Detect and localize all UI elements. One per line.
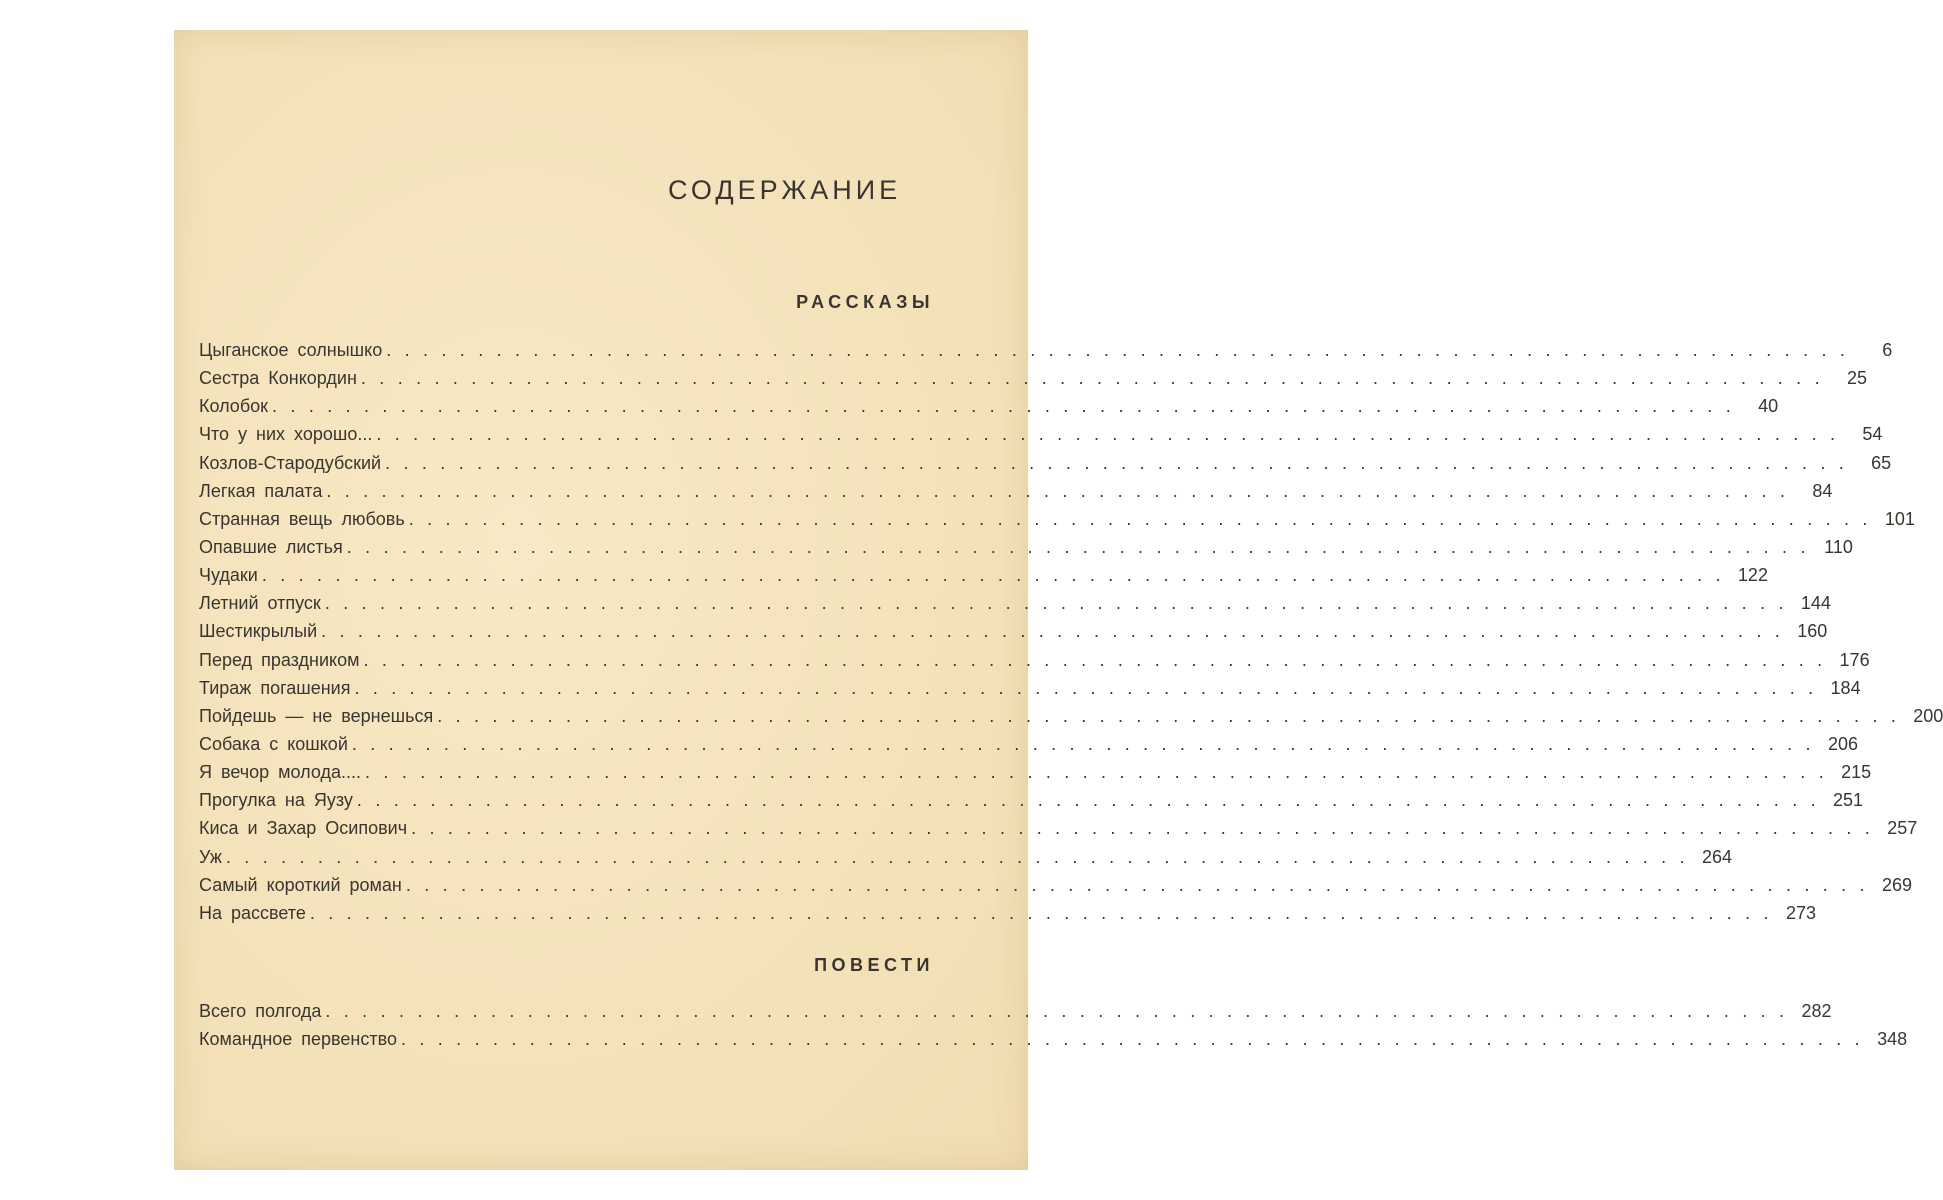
toc-entry xyxy=(199,340,1893,368)
toc-entry-page-number: 273 xyxy=(1785,902,1816,923)
toc-entry-page-number: 215 xyxy=(1841,762,1872,783)
toc-entry-title: Легкая палата xyxy=(199,480,323,501)
toc-entry-title: Чудаки xyxy=(199,565,258,586)
dot-leader: ................................................................................ xyxy=(385,452,1858,473)
dot-leader: ................................................................................ xyxy=(225,846,1698,867)
dot-leader: ................................................................................ xyxy=(411,818,1884,839)
dot-leader: ................................................................................ xyxy=(261,565,1734,586)
toc-entry xyxy=(199,621,1828,649)
dot-leader: ................................................................................ xyxy=(326,480,1799,501)
toc-entry xyxy=(199,536,1853,565)
toc-entry-title: Киса и Захар Осипович xyxy=(199,818,408,839)
toc-entry xyxy=(199,565,1768,593)
toc-entry-page-number: 160 xyxy=(1797,621,1828,642)
toc-entry-page-number: 144 xyxy=(1800,593,1831,614)
toc-entry xyxy=(199,874,1912,903)
toc-entry xyxy=(199,818,1918,846)
toc-entry xyxy=(199,424,1883,452)
toc-entry xyxy=(199,396,1779,424)
page-title: СОДЕРЖАНИЕ xyxy=(668,175,902,205)
toc-entry-title: Собака с кошкой xyxy=(199,733,348,754)
toc-entry-page-number: 184 xyxy=(1830,677,1861,698)
toc-entry-title: На рассвете xyxy=(199,902,306,923)
dot-leader: ................................................................................ xyxy=(365,762,1838,783)
toc-entry xyxy=(199,1001,1832,1029)
toc-entry-page-number: 110 xyxy=(1824,536,1853,557)
toc-entry-title: Цыганское солнышко xyxy=(199,340,383,360)
toc-entry-title: Пойдешь — не вернешься xyxy=(199,705,434,726)
section-heading-stories: РАССКАЗЫ xyxy=(796,292,934,312)
dot-leader: ................................................................................ xyxy=(363,649,1836,670)
toc-entry-title: Всего полгода xyxy=(199,1001,322,1021)
toc-entry xyxy=(199,705,1943,734)
toc-entry-title: Опавшие листья xyxy=(199,536,343,557)
toc-entry-page-number: 251 xyxy=(1833,790,1864,811)
dot-leader: ................................................................................ xyxy=(272,396,1745,417)
toc-entry xyxy=(199,649,1870,678)
toc-entry-page-number: 101 xyxy=(1884,508,1915,529)
dot-leader: ................................................................................ xyxy=(376,424,1849,445)
toc-entry-title: Козлов-Стародубский xyxy=(199,452,382,473)
toc-entry-page-number: 65 xyxy=(1871,452,1892,473)
toc-list-novellas xyxy=(199,1001,1908,1057)
toc-entry-page-number: 200 xyxy=(1913,705,1943,726)
toc-entry-page-number: 348 xyxy=(1877,1029,1908,1050)
toc-entry-page-number: 176 xyxy=(1839,649,1870,670)
dot-leader: ................................................................................ xyxy=(346,536,1819,557)
toc-entry-title: Прогулка на Яузу xyxy=(199,790,353,811)
toc-entry-page-number: 25 xyxy=(1846,368,1867,389)
toc-entry-page-number: 6 xyxy=(1882,340,1893,360)
toc-entry xyxy=(199,1029,1908,1057)
toc-entry-title: Шестикрылый xyxy=(199,621,318,642)
toc-entry xyxy=(199,508,1915,537)
toc-entry-title: Тираж погашения xyxy=(199,677,351,698)
toc-entry-page-number: 40 xyxy=(1758,396,1779,417)
section-heading-novellas: ПОВЕСТИ xyxy=(814,955,934,975)
dot-leader: ................................................................................ xyxy=(351,733,1824,754)
dot-leader: ................................................................................ xyxy=(354,677,1827,698)
toc-entry-title: Перед праздником xyxy=(199,649,360,670)
toc-entry-title: Летний отпуск xyxy=(199,593,321,614)
toc-entry xyxy=(199,790,1864,818)
toc-entry-page-number: 122 xyxy=(1737,565,1768,586)
dot-leader: ................................................................................ xyxy=(386,340,1859,360)
toc-entry-page-number: 264 xyxy=(1701,846,1733,867)
toc-entry-title: Сестра Конкордин xyxy=(199,368,357,389)
toc-entry xyxy=(199,846,1733,875)
toc-entry-title: Странная вещь любовь xyxy=(199,508,405,529)
toc-entry xyxy=(199,902,1816,931)
toc-entry xyxy=(199,677,1861,706)
dot-leader: ................................................................................ xyxy=(437,705,1910,726)
toc-entry-page-number: 54 xyxy=(1862,424,1883,445)
dot-leader: ................................................................................ xyxy=(360,368,1833,389)
toc-entry-title: Самый короткий роман xyxy=(199,874,402,895)
dot-leader: ................................................................................ xyxy=(405,874,1878,895)
toc-entry xyxy=(199,762,1872,790)
dot-leader: ................................................................................ xyxy=(309,902,1782,923)
toc-entry-title: Командное первенство xyxy=(199,1029,397,1050)
toc-entry-title: Колобок xyxy=(199,396,269,417)
toc-list-stories xyxy=(199,340,1943,931)
toc-entry-page-number: 84 xyxy=(1812,480,1833,501)
dot-leader: ................................................................................ xyxy=(324,593,1797,614)
toc-entry-title: Я вечор молода.... xyxy=(199,762,362,783)
toc-entry-page-number: 206 xyxy=(1827,733,1858,754)
toc-entry xyxy=(199,733,1858,762)
toc-entry-page-number: 269 xyxy=(1881,874,1912,895)
dot-leader: ................................................................................ xyxy=(400,1029,1874,1050)
dot-leader: ................................................................................ xyxy=(325,1001,1798,1021)
toc-entry-title: Уж xyxy=(199,846,222,867)
toc-entry-page-number: 257 xyxy=(1887,818,1918,839)
toc-entry xyxy=(199,452,1892,481)
toc-entry-page-number: 282 xyxy=(1801,1001,1832,1021)
toc-entry xyxy=(199,593,1831,621)
toc-entry xyxy=(199,368,1867,396)
dot-leader: ................................................................................ xyxy=(321,621,1794,642)
dot-leader: ................................................................................ xyxy=(408,508,1881,529)
dot-leader: ................................................................................ xyxy=(356,790,1829,811)
toc-entry-title: Что у них хорошо... xyxy=(199,424,373,445)
toc-entry xyxy=(199,480,1833,509)
